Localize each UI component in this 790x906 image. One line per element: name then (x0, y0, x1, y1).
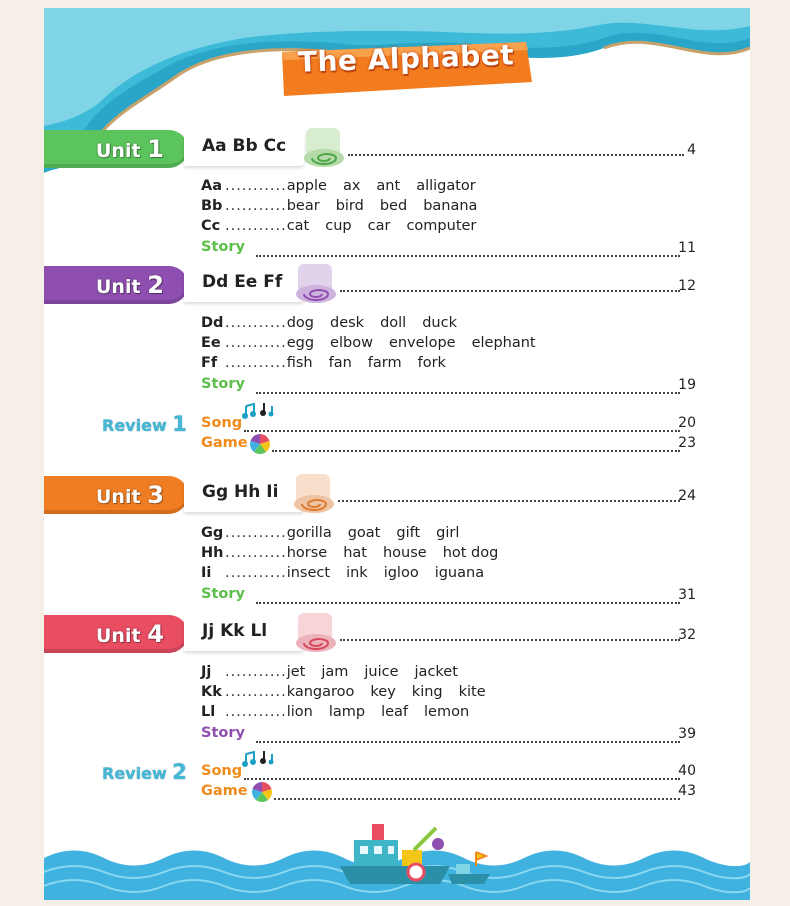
story-label: Story (201, 586, 245, 602)
list-item: Ii ...........insect ink igloo iguana (201, 565, 485, 581)
dot-leader (256, 253, 680, 257)
list-item: Aa ...........apple ax ant alligator (201, 178, 476, 194)
page-title: The Alphabet (297, 38, 515, 79)
review-1-label: Review 1 (102, 412, 187, 436)
page-number: 11 (678, 240, 696, 256)
dot-leader (348, 152, 684, 156)
unit-letters: Gg Hh Ii (202, 482, 279, 502)
list-item: Hh ...........horse hat house hot dog (201, 545, 499, 561)
unit-3-header (44, 476, 750, 518)
list-item: Gg ...........gorilla goat gift girl (201, 525, 460, 541)
story-label: Story (201, 239, 245, 255)
unit-label: Unit 3 (96, 481, 164, 509)
dot-leader (256, 739, 680, 743)
list-item: Dd ...........dog desk doll duck (201, 315, 457, 331)
contents-page (44, 8, 750, 900)
page-number: 19 (678, 377, 696, 393)
page-number: 4 (687, 142, 696, 158)
unit-letters: Dd Ee Ff (202, 272, 283, 292)
dot-leader (274, 796, 680, 800)
unit-2-header (44, 266, 750, 308)
list-item: Cc ...........cat cup car computer (201, 218, 477, 234)
color-wheel-icon (250, 434, 270, 454)
song-label: Song (201, 415, 243, 431)
scroll-roll-icon (302, 124, 346, 170)
dot-leader (338, 498, 680, 502)
page-number: 39 (678, 726, 696, 742)
list-item: Ee ...........egg elbow envelope elephant (201, 335, 536, 351)
story-label: Story (201, 376, 245, 392)
list-item: Bb ...........bear bird bed banana (201, 198, 478, 214)
music-notes-icon (242, 748, 276, 768)
page-number: 40 (678, 763, 696, 779)
dot-leader (244, 428, 680, 432)
song-label: Song (201, 763, 243, 779)
unit-label: Unit 4 (96, 620, 164, 648)
scroll-roll-icon (294, 260, 338, 306)
dot-leader (256, 600, 680, 604)
story-label: Story (201, 725, 245, 741)
page-number: 43 (678, 783, 696, 799)
unit-4-header (44, 615, 750, 657)
page-number: 31 (678, 587, 696, 603)
unit-1-header (44, 130, 750, 172)
unit-label: Unit 2 (96, 271, 164, 299)
music-notes-icon (242, 400, 276, 420)
ship-illustration (44, 810, 750, 900)
dot-leader (244, 776, 680, 780)
dot-leader (256, 390, 680, 394)
list-item: Jj ...........jet jam juice jacket (201, 664, 458, 680)
color-wheel-icon (252, 782, 272, 802)
list-item: Kk ...........kangaroo key king kite (201, 684, 486, 700)
game-label: Game (201, 435, 248, 451)
unit-letters: Aa Bb Cc (202, 136, 287, 156)
unit-label: Unit 1 (96, 135, 164, 163)
page-number: 12 (678, 278, 696, 294)
game-label: Game (201, 783, 248, 799)
page-number: 23 (678, 435, 696, 451)
list-item: Ll ...........lion lamp leaf lemon (201, 704, 470, 720)
page-number: 32 (678, 627, 696, 643)
list-item: Ff ...........fish fan farm fork (201, 355, 446, 371)
scroll-roll-icon (292, 470, 336, 516)
dot-leader (340, 288, 680, 292)
review-2-label: Review 2 (102, 760, 187, 784)
dot-leader (340, 637, 680, 641)
dot-leader (272, 448, 680, 452)
page-number: 20 (678, 415, 696, 431)
unit-letters: Jj Kk Ll (202, 621, 268, 641)
scroll-roll-icon (294, 609, 338, 655)
page-number: 24 (678, 488, 696, 504)
